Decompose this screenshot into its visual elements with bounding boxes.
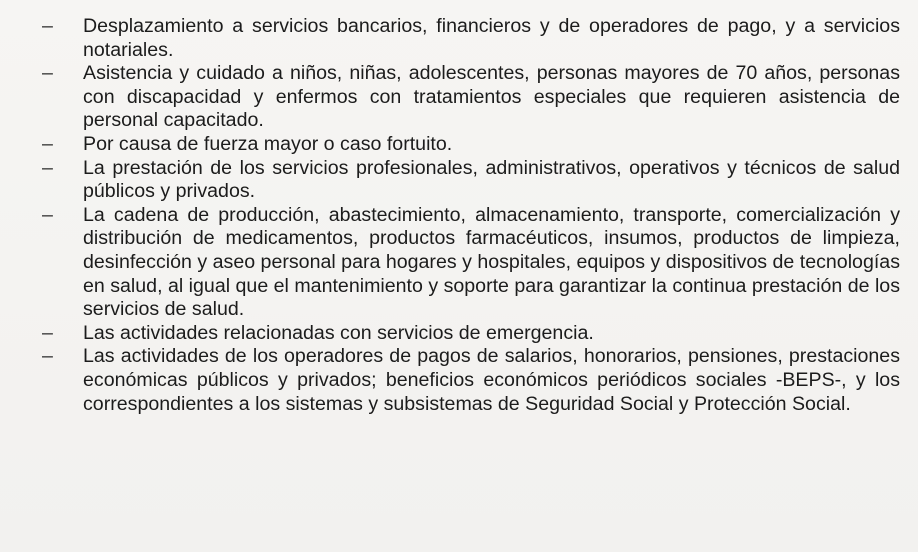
list-item-text: Desplazamiento a servicios bancarios, financieros y de operadores de pago, y a servicios notariales. bbox=[83, 15, 900, 61]
list-item-text: Las actividades de los operadores de pagos de salarios, honorarios, pensiones, prestaciones económicas públicos y privados; beneficios económicos periódicos sociales -BEPS-, y los correspondientes a los sistemas y subsistemas de Seguridad Social y Protección Social. bbox=[83, 345, 900, 415]
dash-marker: – bbox=[42, 132, 53, 155]
list-item-text: La cadena de producción, abastecimiento, almacenamiento, transporte, comercialización y distribución de medicamentos, productos farmacéuticos, insumos, productos de limpieza, desinfección y aseo personal para hogares y hospitales, equipos y dispositivos de tecnologías en salud, al igual que el mantenimiento y soporte para garantizar la continua prestación de los servicios de salud. bbox=[83, 203, 900, 321]
list-item bbox=[42, 204, 900, 322]
list-item bbox=[42, 15, 900, 62]
dash-marker: – bbox=[42, 15, 53, 37]
dash-marker: – bbox=[42, 156, 53, 179]
dash-marker: – bbox=[42, 203, 53, 226]
list-item bbox=[42, 157, 900, 204]
list-item-text: Por causa de fuerza mayor o caso fortuito. bbox=[83, 132, 453, 155]
list-item-text: Las actividades relacionadas con servicios de emergencia. bbox=[83, 321, 594, 344]
list-item bbox=[42, 322, 900, 346]
dash-marker: – bbox=[42, 345, 53, 368]
dash-marker: – bbox=[42, 62, 53, 85]
list-item-text: La prestación de los servicios profesionales, administrativos, operativos y técnicos de salud públicos y privados. bbox=[83, 156, 900, 203]
list-item bbox=[42, 133, 900, 157]
dash-marker: – bbox=[42, 321, 53, 344]
list-item bbox=[42, 62, 900, 133]
list-item bbox=[42, 345, 900, 416]
exceptions-list bbox=[42, 15, 900, 416]
list-item-text: Asistencia y cuidado a niños, niñas, adolescentes, personas mayores de 70 años, personas con discapacidad y enfermos con tratamientos especiales que requieren asistencia de personal capacitado. bbox=[83, 62, 900, 132]
